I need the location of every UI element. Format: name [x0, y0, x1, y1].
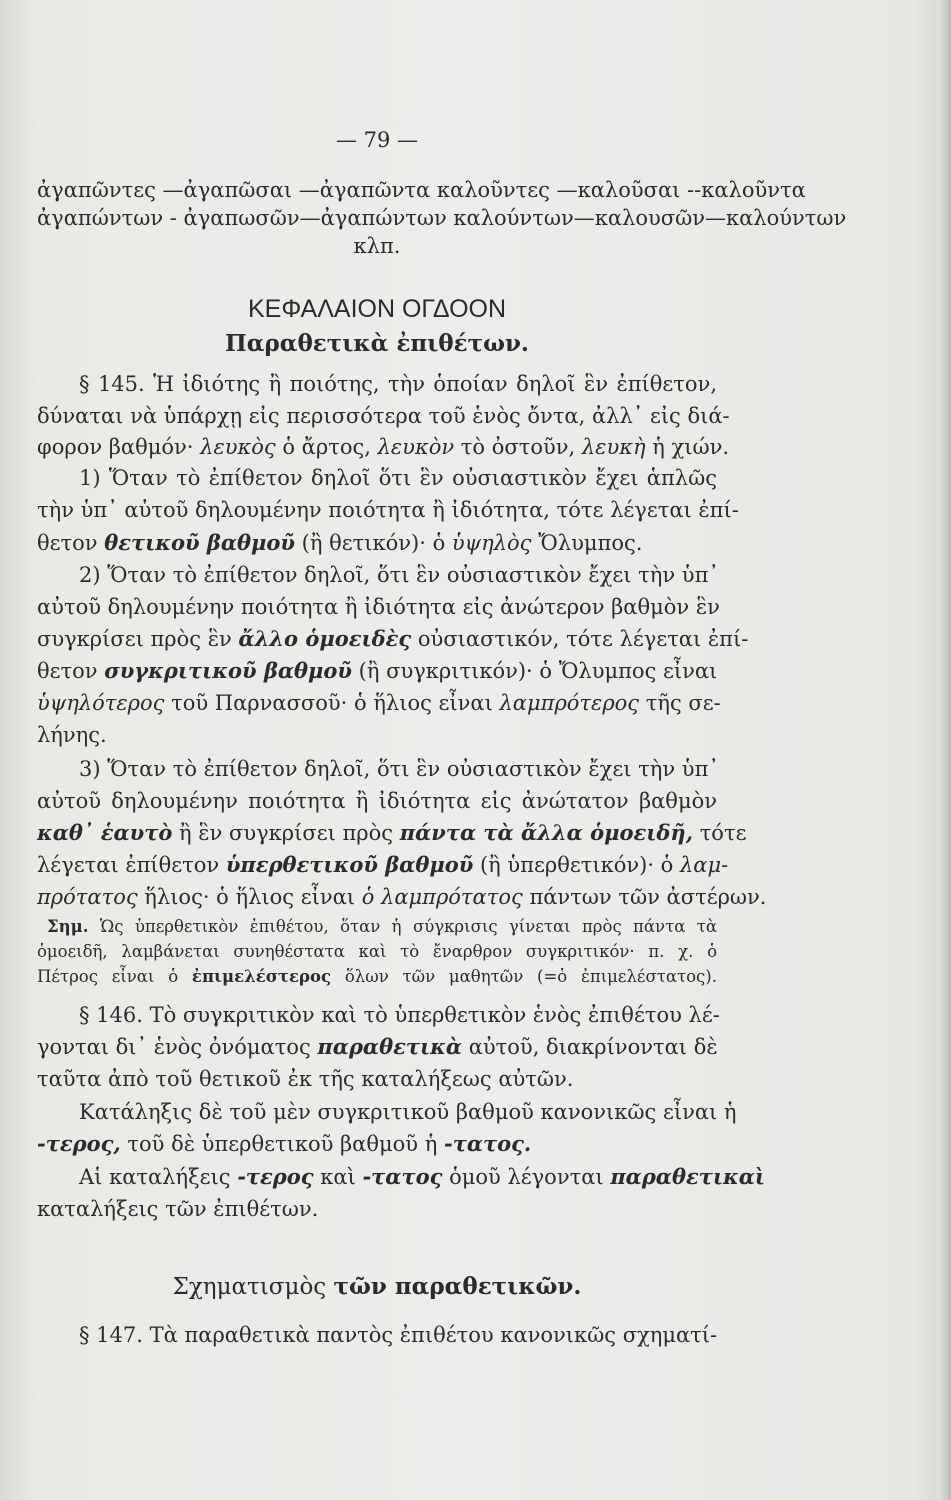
section-heading: Σχηματισμὸς τῶν παραθετικῶν.	[172, 1273, 582, 1300]
note-line-2: ὁμοειδῆ, λαμβάνεται συνηθέστατα καὶ τὸ ἔναρθρον συγκριτικόν· π. χ. ὁ	[37, 942, 717, 961]
paragraph-145-line-2: δύναται νὰ ὑπάρχῃ εἰς περισσότερα τοῦ ἑνὸς ὄντα, ἀλλ᾽ εἰς διά-	[37, 404, 730, 428]
chapter-title: ΚΕΦΑΛΑΙΟΝ ΟΓΔΟΟΝ	[247, 295, 507, 323]
item-3-line-1: 3) Ὅταν τὸ ἐπίθετον δηλοῖ, ὅτι ἓν οὐσιαστικὸν ἔχει τὴν ὑπ᾽	[79, 757, 719, 781]
page-edge-shadow	[937, 0, 951, 1500]
forms-line-3: κλπ.	[353, 234, 401, 258]
paragraph-146-line-3: ταῦτα ἀπὸ τοῦ θετικοῦ ἐκ τῆς καταλήξεως αὐτῶν.	[37, 1067, 574, 1091]
item-3-line-5: πρότατος ἥλιος· ὁ ἥλιος εἶναι ὁ λαμπρότατος πάντων τῶν ἀστέρων.	[37, 885, 767, 909]
item-3-line-2: αὐτοῦ δηλουμένην ποιότητα ἢ ἰδιότητα εἰς ἀνώτατον βαθμὸν	[37, 789, 717, 813]
term-positive-degree: θετικοῦ βαθμοῦ	[104, 530, 295, 555]
paragraph-147-line-1: § 147. Τὰ παραθετικὰ παντὸς ἐπιθέτου κανονικῶς σχηματί-	[79, 1323, 718, 1347]
item-2-line-4: θετον συγκριτικοῦ βαθμοῦ (ἢ συγκριτικόν)· ὁ Ὄλυμπος εἶναι	[37, 658, 718, 683]
item-1-line-2: τὴν ὑπ᾽ αὐτοῦ δηλουμένην ποιότητα ἢ ἰδιότητα, τότε λέγεται ἐπί-	[37, 498, 739, 522]
note-label: Σημ.	[47, 917, 89, 936]
item-1-line-3: θετον θετικοῦ βαθμοῦ (ἢ θετικόν)· ὁ ὑψηλὸς Ὄλυμπος.	[37, 530, 643, 555]
term-comparative-degree: συγκριτικοῦ βαθμοῦ	[104, 658, 352, 683]
note-line-3: Πέτρος εἶναι ὁ ἐπιμελέστερος ὅλων τῶν μαθητῶν (=ὁ ἐπιμελέστατος).	[37, 967, 717, 986]
paragraph-146-line-7: καταλήξεις τῶν ἐπιθέτων.	[37, 1197, 319, 1221]
item-2-line-3: συγκρίσει πρὸς ἓν ἄλλο ὁμοειδὲς οὐσιαστικόν, τότε λέγεται ἐπί-	[37, 626, 749, 651]
item-2-line-5: ὑψηλότερος τοῦ Παρνασσοῦ· ὁ ἥλιος εἶναι λαμπρότερος τῆς σε-	[37, 691, 721, 715]
item-2-line-2: αὐτοῦ δηλουμένην ποιότητα ἢ ἰδιότητα εἰς ἀνώτερον βαθμὸν ἓν	[37, 595, 720, 619]
paragraph-146-line-1: § 146. Τὸ συγκριτικὸν καὶ τὸ ὑπερθετικὸν ἑνὸς ἐπιθέτου λέ-	[79, 1003, 720, 1027]
page-number: — 79 —	[335, 128, 419, 152]
paragraph-146-line-5: -τερος, τοῦ δὲ ὑπερθετικοῦ βαθμοῦ ἡ -τατος.	[37, 1131, 532, 1156]
paragraph-146-line-6: Αἱ καταλήξεις -τερος καὶ -τατος ὁμοῦ λέγονται παραθετικαὶ	[79, 1164, 766, 1189]
item-1-line-1: 1) Ὅταν τὸ ἐπίθετον δηλοῖ ὅτι ἓν οὐσιαστικὸν ἔχει ἁπλῶς	[79, 466, 717, 490]
forms-line-2: ἀγαπώντων - ἀγαπωσῶν—ἀγαπώντων καλούντων—καλουσῶν—καλούντων	[37, 206, 847, 230]
note-line-1: Σημ. Ὡς ὑπερθετικὸν ἐπιθέτου, ὅταν ἡ σύγκρισις γίνεται πρὸς πάντα τὰ	[47, 917, 717, 936]
paragraph-146-line-2: γονται δι᾽ ἑνὸς ὀνόματος παραθετικὰ αὐτοῦ, διακρίνονται δὲ	[37, 1034, 718, 1059]
chapter-subtitle: Παραθετικὰ ἐπιθέτων.	[225, 330, 529, 357]
item-3-line-3: καθ᾽ ἑαυτὸ ἢ ἓν συγκρίσει πρὸς πάντα τὰ ἄλλα ὁμοειδῆ, τότε	[37, 820, 747, 845]
term-superlative-degree: ὑπερθετικοῦ βαθμοῦ	[225, 852, 474, 877]
item-2-line-6: λήνης.	[37, 723, 107, 747]
paragraph-146-line-4: Κατάληξις δὲ τοῦ μὲν συγκριτικοῦ βαθμοῦ κανονικῶς εἶναι ἡ	[79, 1100, 737, 1124]
paragraph-145-line-3: φορον βαθμόν· λευκὸς ὁ ἄρτος, λευκὸν τὸ ὀστοῦν, λευκὴ ἡ χιών.	[37, 435, 730, 459]
item-3-line-4: λέγεται ἐπίθετον ὑπερθετικοῦ βαθμοῦ (ἢ ὑπερθετικόν)· ὁ λαμ-	[37, 852, 729, 877]
forms-line-1: ἀγαπῶντες —ἀγαπῶσαι —ἀγαπῶντα καλοῦντες —καλοῦσαι --καλοῦντα	[37, 178, 806, 202]
paragraph-145-line-1: § 145. Ἡ ἰδιότης ἢ ποιότης, τὴν ὁποίαν δηλοῖ ἓν ἐπίθετον,	[79, 372, 717, 396]
item-2-line-1: 2) Ὅταν τὸ ἐπίθετον δηλοῖ, ὅτι ἓν οὐσιαστικὸν ἔχει τὴν ὑπ᾽	[79, 563, 719, 587]
